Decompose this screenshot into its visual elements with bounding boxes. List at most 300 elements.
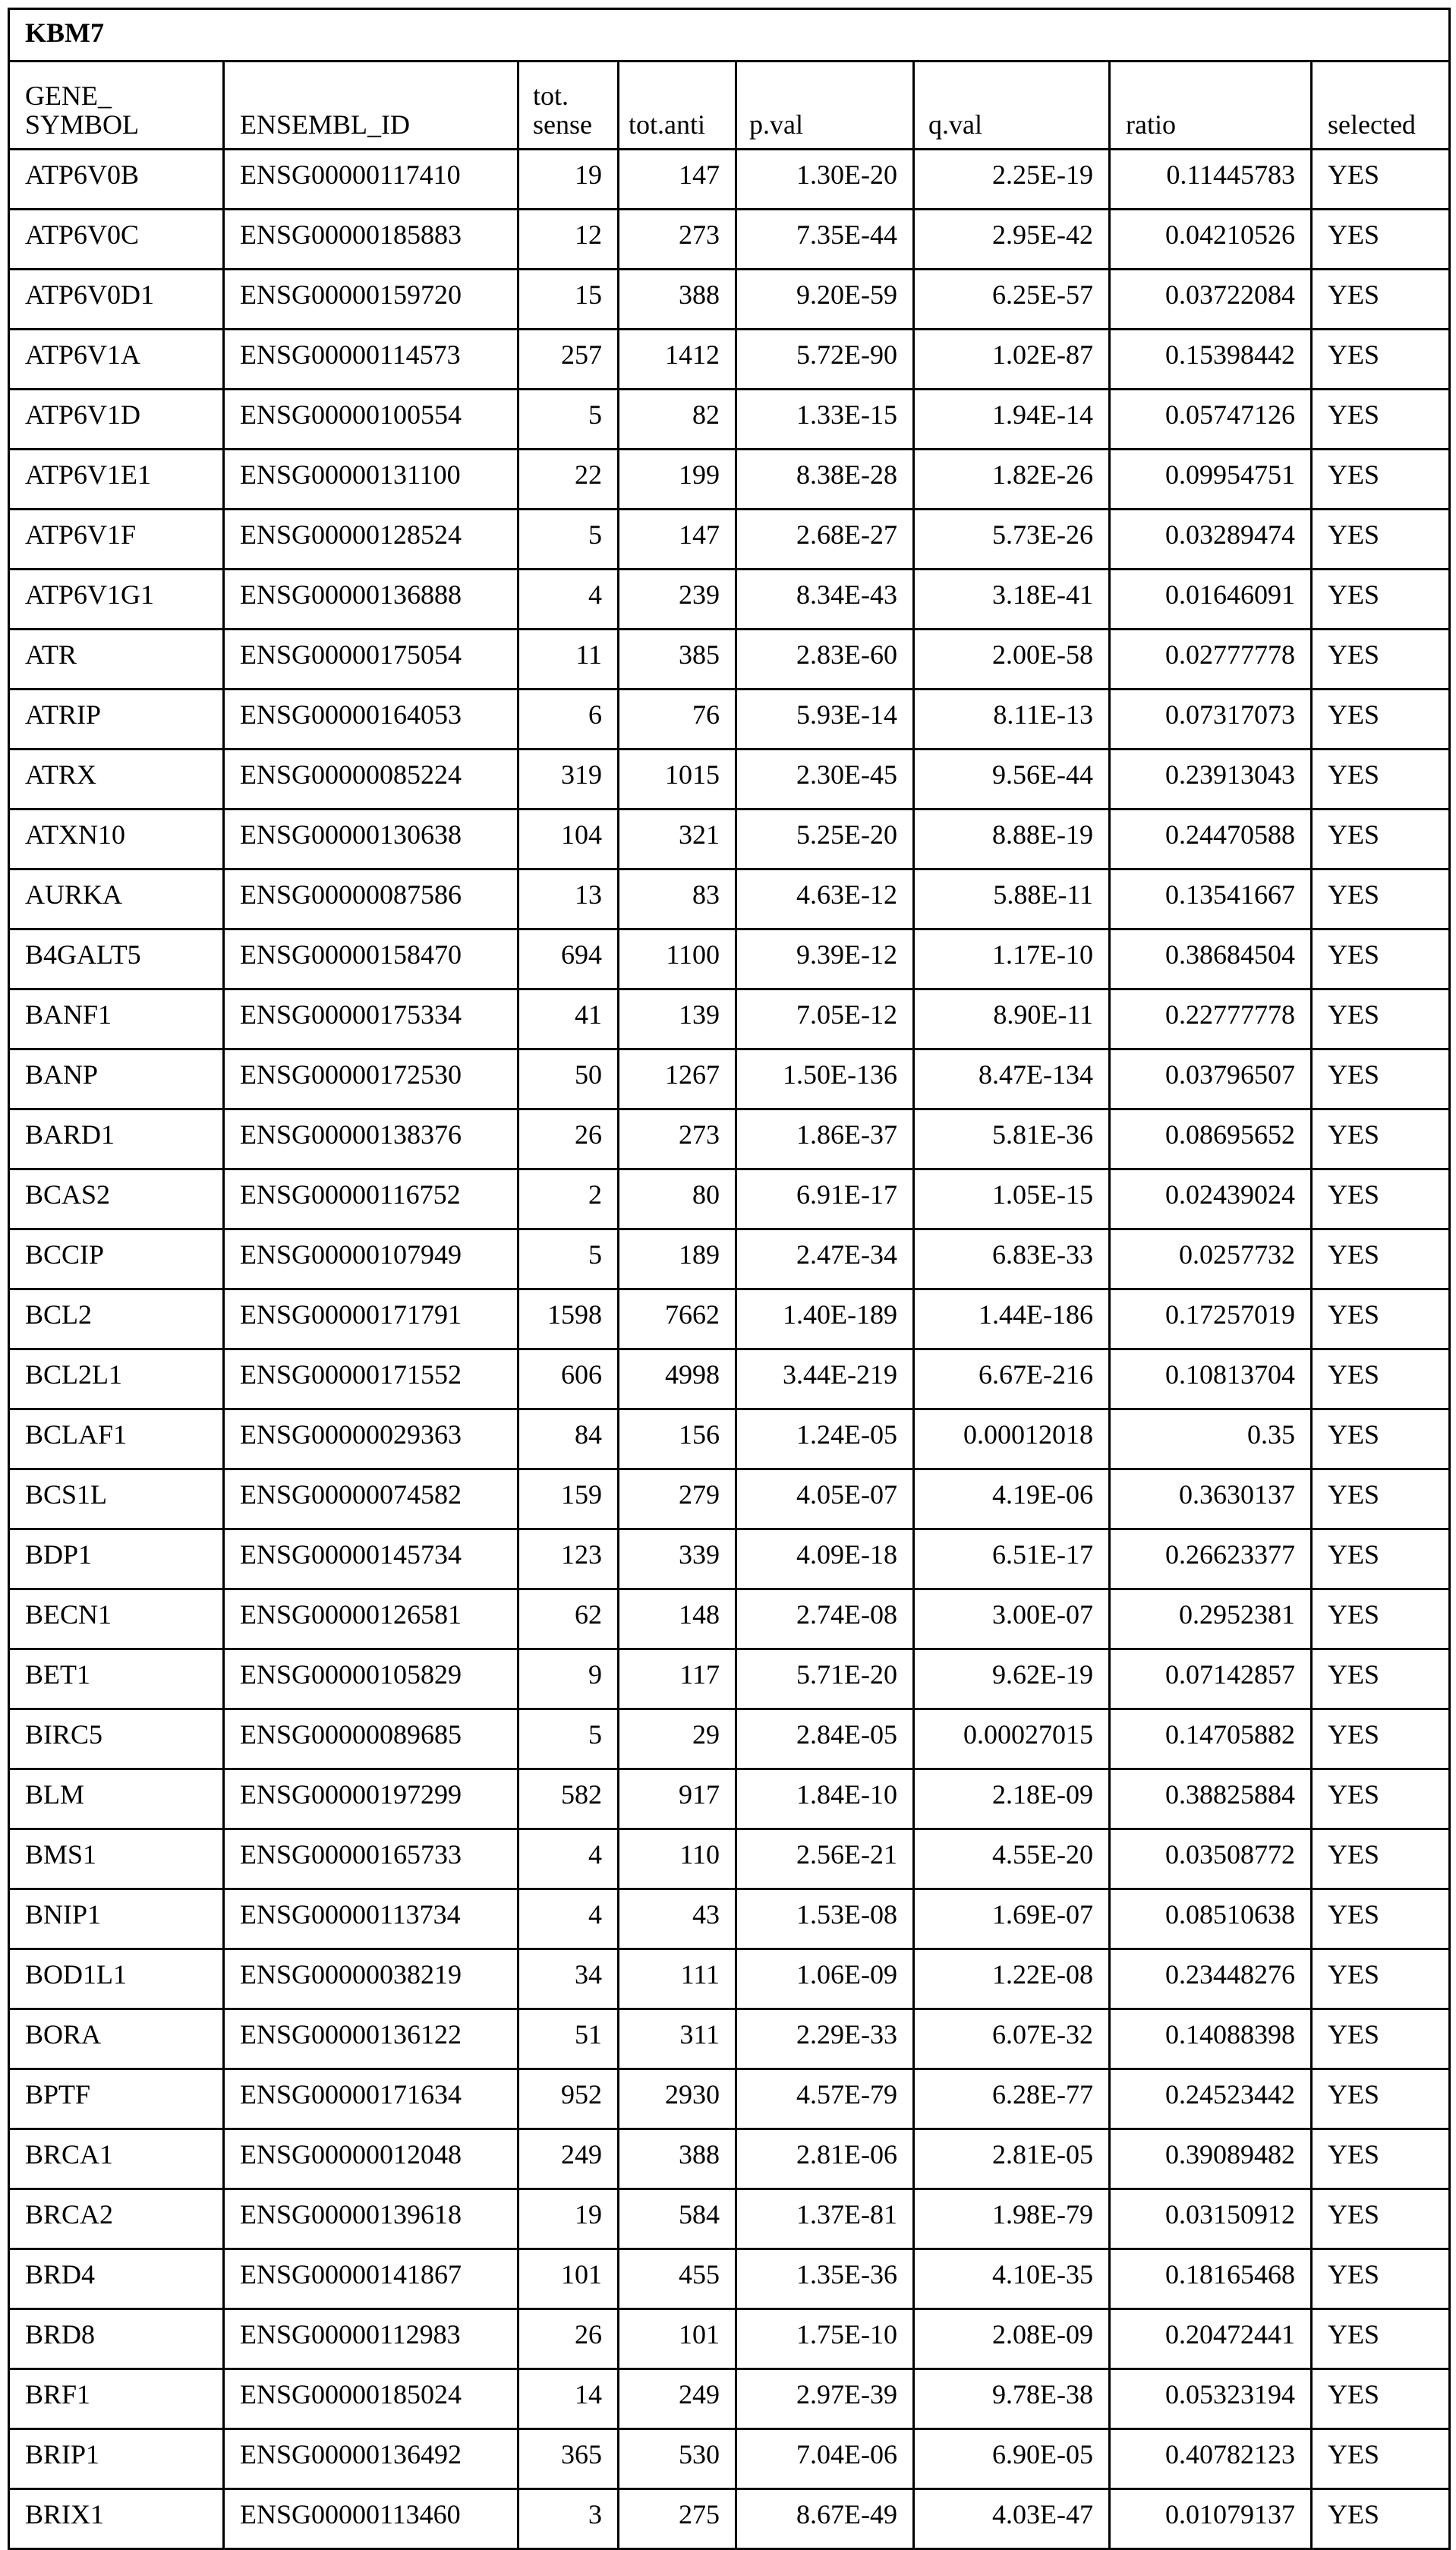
table-row — [9, 1949, 1450, 2009]
cell-p-val: 2.47E-34 — [736, 1229, 914, 1289]
cell-p-val: 9.39E-12 — [736, 929, 914, 989]
cell-gene-symbol: BRIX1 — [9, 2489, 224, 2549]
cell-q-val: 2.25E-19 — [914, 150, 1110, 210]
cell-ratio: 0.2952381 — [1110, 1589, 1312, 1649]
cell-ensembl-id: ENSG00000089685 — [224, 1709, 518, 1769]
cell-ratio: 0.01079137 — [1110, 2489, 1312, 2549]
cell-p-val: 8.38E-28 — [736, 450, 914, 510]
cell-tot-anti: 2930 — [619, 2069, 736, 2129]
cell-tot-sense: 606 — [518, 1349, 619, 1409]
cell-tot-anti: 388 — [619, 270, 736, 330]
cell-q-val: 4.10E-35 — [914, 2249, 1110, 2309]
cell-ratio: 0.18165468 — [1110, 2249, 1312, 2309]
cell-selected: YES — [1312, 929, 1450, 989]
cell-ratio: 0.20472441 — [1110, 2309, 1312, 2369]
table-row — [9, 1709, 1450, 1769]
cell-tot-sense: 12 — [518, 210, 619, 270]
header-q-val: q.val — [914, 62, 1110, 150]
cell-gene-symbol: BANP — [9, 1049, 224, 1109]
cell-tot-sense: 62 — [518, 1589, 619, 1649]
cell-p-val: 1.86E-37 — [736, 1109, 914, 1169]
cell-ensembl-id: ENSG00000139618 — [224, 2189, 518, 2249]
cell-ratio: 0.38825884 — [1110, 1769, 1312, 1829]
cell-gene-symbol: BRF1 — [9, 2369, 224, 2429]
cell-q-val: 3.00E-07 — [914, 1589, 1110, 1649]
cell-ratio: 0.03508772 — [1110, 1829, 1312, 1889]
cell-gene-symbol: BCL2 — [9, 1289, 224, 1349]
cell-tot-anti: 385 — [619, 630, 736, 690]
cell-p-val: 2.83E-60 — [736, 630, 914, 690]
cell-p-val: 1.30E-20 — [736, 150, 914, 210]
cell-selected: YES — [1312, 150, 1450, 210]
cell-q-val: 4.19E-06 — [914, 1469, 1110, 1529]
cell-selected: YES — [1312, 750, 1450, 809]
cell-ratio: 0.26623377 — [1110, 1529, 1312, 1589]
cell-q-val: 4.03E-47 — [914, 2489, 1110, 2549]
table-row — [9, 1529, 1450, 1589]
table-row — [9, 2009, 1450, 2069]
cell-tot-anti: 311 — [619, 2009, 736, 2069]
cell-selected: YES — [1312, 989, 1450, 1049]
cell-p-val: 2.68E-27 — [736, 510, 914, 570]
cell-gene-symbol: BNIP1 — [9, 1889, 224, 1949]
cell-q-val: 2.18E-09 — [914, 1769, 1110, 1829]
cell-tot-sense: 51 — [518, 2009, 619, 2069]
table-row — [9, 330, 1450, 390]
cell-tot-sense: 952 — [518, 2069, 619, 2129]
cell-selected: YES — [1312, 630, 1450, 690]
cell-ensembl-id: ENSG00000138376 — [224, 1109, 518, 1169]
cell-tot-sense: 26 — [518, 2309, 619, 2369]
cell-selected: YES — [1312, 210, 1450, 270]
cell-ensembl-id: ENSG00000175054 — [224, 630, 518, 690]
cell-tot-anti: 530 — [619, 2429, 736, 2489]
cell-ensembl-id: ENSG00000114573 — [224, 330, 518, 390]
cell-tot-anti: 80 — [619, 1169, 736, 1229]
table-row — [9, 1649, 1450, 1709]
cell-tot-sense: 2 — [518, 1169, 619, 1229]
cell-tot-sense: 6 — [518, 690, 619, 750]
cell-gene-symbol: BANF1 — [9, 989, 224, 1049]
table-row — [9, 1829, 1450, 1889]
cell-selected: YES — [1312, 2129, 1450, 2189]
cell-ratio: 0.39089482 — [1110, 2129, 1312, 2189]
cell-tot-anti: 148 — [619, 1589, 736, 1649]
cell-ratio: 0.10813704 — [1110, 1349, 1312, 1409]
cell-q-val: 8.88E-19 — [914, 809, 1110, 869]
cell-gene-symbol: BCAS2 — [9, 1169, 224, 1229]
cell-tot-sense: 5 — [518, 1709, 619, 1769]
cell-q-val: 9.78E-38 — [914, 2369, 1110, 2429]
cell-gene-symbol: BRCA1 — [9, 2129, 224, 2189]
cell-ratio: 0.03289474 — [1110, 510, 1312, 570]
cell-ensembl-id: ENSG00000131100 — [224, 450, 518, 510]
cell-ratio: 0.03150912 — [1110, 2189, 1312, 2249]
cell-gene-symbol: ATP6V1F — [9, 510, 224, 570]
cell-q-val: 8.47E-134 — [914, 1049, 1110, 1109]
cell-tot-sense: 1598 — [518, 1289, 619, 1349]
table-row — [9, 1349, 1450, 1409]
header-selected: selected — [1312, 62, 1450, 150]
table-row — [9, 1889, 1450, 1949]
cell-tot-anti: 156 — [619, 1409, 736, 1469]
cell-selected: YES — [1312, 330, 1450, 390]
table-row — [9, 1049, 1450, 1109]
cell-p-val: 8.67E-49 — [736, 2489, 914, 2549]
cell-selected: YES — [1312, 1049, 1450, 1109]
cell-p-val: 2.84E-05 — [736, 1709, 914, 1769]
cell-tot-sense: 159 — [518, 1469, 619, 1529]
cell-ratio: 0.14705882 — [1110, 1709, 1312, 1769]
cell-q-val: 2.08E-09 — [914, 2309, 1110, 2369]
cell-p-val: 7.35E-44 — [736, 210, 914, 270]
cell-selected: YES — [1312, 1349, 1450, 1409]
table-row — [9, 270, 1450, 330]
cell-gene-symbol: BCLAF1 — [9, 1409, 224, 1469]
cell-ratio: 0.05747126 — [1110, 390, 1312, 450]
cell-tot-anti: 917 — [619, 1769, 736, 1829]
table-title: KBM7 — [9, 9, 1450, 62]
cell-gene-symbol: BRCA2 — [9, 2189, 224, 2249]
cell-p-val: 4.57E-79 — [736, 2069, 914, 2129]
cell-p-val: 2.74E-08 — [736, 1589, 914, 1649]
header-ensembl-id: ENSEMBL_ID — [224, 62, 518, 150]
cell-ratio: 0.07317073 — [1110, 690, 1312, 750]
cell-p-val: 1.06E-09 — [736, 1949, 914, 2009]
cell-selected: YES — [1312, 570, 1450, 630]
cell-ratio: 0.0257732 — [1110, 1229, 1312, 1289]
cell-selected: YES — [1312, 2489, 1450, 2549]
cell-tot-anti: 4998 — [619, 1349, 736, 1409]
cell-ensembl-id: ENSG00000126581 — [224, 1589, 518, 1649]
cell-ensembl-id: ENSG00000171791 — [224, 1289, 518, 1349]
cell-ratio: 0.07142857 — [1110, 1649, 1312, 1709]
cell-ensembl-id: ENSG00000165733 — [224, 1829, 518, 1889]
cell-q-val: 1.98E-79 — [914, 2189, 1110, 2249]
cell-gene-symbol: ATXN10 — [9, 809, 224, 869]
cell-selected: YES — [1312, 1469, 1450, 1529]
table-row — [9, 1109, 1450, 1169]
cell-q-val: 0.00012018 — [914, 1409, 1110, 1469]
cell-selected: YES — [1312, 510, 1450, 570]
table-row — [9, 2069, 1450, 2129]
cell-tot-sense: 5 — [518, 1229, 619, 1289]
table-row — [9, 869, 1450, 929]
cell-tot-anti: 111 — [619, 1949, 736, 2009]
cell-gene-symbol: BRD8 — [9, 2309, 224, 2369]
cell-q-val: 8.90E-11 — [914, 989, 1110, 1049]
cell-q-val: 2.81E-05 — [914, 2129, 1110, 2189]
cell-ratio: 0.03722084 — [1110, 270, 1312, 330]
cell-p-val: 4.63E-12 — [736, 869, 914, 929]
cell-p-val: 2.29E-33 — [736, 2009, 914, 2069]
cell-tot-sense: 694 — [518, 929, 619, 989]
header-gene-symbol: GENE_ SYMBOL — [9, 62, 224, 150]
cell-tot-sense: 3 — [518, 2489, 619, 2549]
cell-tot-sense: 11 — [518, 630, 619, 690]
cell-p-val: 1.35E-36 — [736, 2249, 914, 2309]
cell-selected: YES — [1312, 1289, 1450, 1349]
cell-tot-anti: 83 — [619, 869, 736, 929]
cell-ensembl-id: ENSG00000171634 — [224, 2069, 518, 2129]
cell-ensembl-id: ENSG00000171552 — [224, 1349, 518, 1409]
cell-tot-sense: 26 — [518, 1109, 619, 1169]
header-p-val: p.val — [736, 62, 914, 150]
cell-selected: YES — [1312, 2189, 1450, 2249]
header-tot-anti: tot.anti — [619, 62, 736, 150]
cell-ensembl-id: ENSG00000158470 — [224, 929, 518, 989]
cell-p-val: 5.72E-90 — [736, 330, 914, 390]
table-row — [9, 630, 1450, 690]
cell-gene-symbol: ATP6V1G1 — [9, 570, 224, 630]
cell-selected: YES — [1312, 2069, 1450, 2129]
cell-selected: YES — [1312, 1589, 1450, 1649]
cell-q-val: 6.83E-33 — [914, 1229, 1110, 1289]
cell-p-val: 6.91E-17 — [736, 1169, 914, 1229]
table-row — [9, 1289, 1450, 1349]
table-row — [9, 390, 1450, 450]
cell-ratio: 0.23913043 — [1110, 750, 1312, 809]
cell-selected: YES — [1312, 1529, 1450, 1589]
cell-selected: YES — [1312, 869, 1450, 929]
cell-p-val: 1.37E-81 — [736, 2189, 914, 2249]
cell-p-val: 5.71E-20 — [736, 1649, 914, 1709]
cell-q-val: 6.51E-17 — [914, 1529, 1110, 1589]
cell-ensembl-id: ENSG00000087586 — [224, 869, 518, 929]
cell-q-val: 9.56E-44 — [914, 750, 1110, 809]
cell-q-val: 1.02E-87 — [914, 330, 1110, 390]
cell-gene-symbol: AURKA — [9, 869, 224, 929]
cell-ensembl-id: ENSG00000136492 — [224, 2429, 518, 2489]
cell-tot-anti: 1015 — [619, 750, 736, 809]
cell-q-val: 1.44E-186 — [914, 1289, 1110, 1349]
cell-ensembl-id: ENSG00000128524 — [224, 510, 518, 570]
cell-ensembl-id: ENSG00000136888 — [224, 570, 518, 630]
cell-q-val: 6.28E-77 — [914, 2069, 1110, 2129]
cell-tot-anti: 279 — [619, 1469, 736, 1529]
cell-ensembl-id: ENSG00000164053 — [224, 690, 518, 750]
cell-tot-sense: 9 — [518, 1649, 619, 1709]
cell-ratio: 0.14088398 — [1110, 2009, 1312, 2069]
cell-ensembl-id: ENSG00000116752 — [224, 1169, 518, 1229]
cell-selected: YES — [1312, 1409, 1450, 1469]
cell-gene-symbol: ATR — [9, 630, 224, 690]
cell-tot-anti: 29 — [619, 1709, 736, 1769]
cell-tot-sense: 84 — [518, 1409, 619, 1469]
cell-tot-anti: 7662 — [619, 1289, 736, 1349]
cell-tot-anti: 273 — [619, 1109, 736, 1169]
cell-ensembl-id: ENSG00000029363 — [224, 1409, 518, 1469]
cell-q-val: 0.00027015 — [914, 1709, 1110, 1769]
cell-ratio: 0.22777778 — [1110, 989, 1312, 1049]
cell-selected: YES — [1312, 1829, 1450, 1889]
cell-selected: YES — [1312, 270, 1450, 330]
cell-tot-anti: 82 — [619, 390, 736, 450]
cell-tot-sense: 15 — [518, 270, 619, 330]
cell-selected: YES — [1312, 1649, 1450, 1709]
cell-gene-symbol: ATRIP — [9, 690, 224, 750]
cell-gene-symbol: BRIP1 — [9, 2429, 224, 2489]
cell-ensembl-id: ENSG00000100554 — [224, 390, 518, 450]
cell-tot-anti: 147 — [619, 150, 736, 210]
cell-gene-symbol: ATP6V1E1 — [9, 450, 224, 510]
cell-p-val: 2.81E-06 — [736, 2129, 914, 2189]
table-row — [9, 989, 1450, 1049]
cell-ratio: 0.11445783 — [1110, 150, 1312, 210]
cell-gene-symbol: BPTF — [9, 2069, 224, 2129]
cell-gene-symbol: ATP6V0C — [9, 210, 224, 270]
cell-selected: YES — [1312, 1229, 1450, 1289]
table-row — [9, 450, 1450, 510]
cell-gene-symbol: BRD4 — [9, 2249, 224, 2309]
cell-tot-anti: 147 — [619, 510, 736, 570]
cell-ratio: 0.08695652 — [1110, 1109, 1312, 1169]
cell-selected: YES — [1312, 2429, 1450, 2489]
cell-q-val: 5.88E-11 — [914, 869, 1110, 929]
cell-gene-symbol: ATP6V1D — [9, 390, 224, 450]
cell-tot-anti: 189 — [619, 1229, 736, 1289]
cell-tot-anti: 199 — [619, 450, 736, 510]
cell-gene-symbol: B4GALT5 — [9, 929, 224, 989]
cell-q-val: 5.73E-26 — [914, 510, 1110, 570]
cell-tot-anti: 275 — [619, 2489, 736, 2549]
cell-p-val: 1.24E-05 — [736, 1409, 914, 1469]
cell-tot-sense: 50 — [518, 1049, 619, 1109]
cell-p-val: 1.84E-10 — [736, 1769, 914, 1829]
cell-q-val: 2.95E-42 — [914, 210, 1110, 270]
cell-ensembl-id: ENSG00000197299 — [224, 1769, 518, 1829]
cell-tot-sense: 319 — [518, 750, 619, 809]
cell-selected: YES — [1312, 2369, 1450, 2429]
cell-tot-anti: 584 — [619, 2189, 736, 2249]
cell-p-val: 4.05E-07 — [736, 1469, 914, 1529]
table-row — [9, 2129, 1450, 2189]
cell-p-val: 2.30E-45 — [736, 750, 914, 809]
cell-selected: YES — [1312, 690, 1450, 750]
table-row — [9, 2189, 1450, 2249]
table-row — [9, 750, 1450, 809]
cell-ratio: 0.17257019 — [1110, 1289, 1312, 1349]
cell-q-val: 1.69E-07 — [914, 1889, 1110, 1949]
cell-gene-symbol: BOD1L1 — [9, 1949, 224, 2009]
cell-p-val: 1.75E-10 — [736, 2309, 914, 2369]
table-row — [9, 690, 1450, 750]
table-row — [9, 929, 1450, 989]
cell-ratio: 0.24523442 — [1110, 2069, 1312, 2129]
cell-ensembl-id: ENSG00000112983 — [224, 2309, 518, 2369]
cell-gene-symbol: ATRX — [9, 750, 224, 809]
cell-ensembl-id: ENSG00000175334 — [224, 989, 518, 1049]
cell-ratio: 0.35 — [1110, 1409, 1312, 1469]
cell-gene-symbol: BCL2L1 — [9, 1349, 224, 1409]
cell-tot-anti: 455 — [619, 2249, 736, 2309]
cell-p-val: 4.09E-18 — [736, 1529, 914, 1589]
cell-ensembl-id: ENSG00000113734 — [224, 1889, 518, 1949]
table-row — [9, 2369, 1450, 2429]
cell-q-val: 9.62E-19 — [914, 1649, 1110, 1709]
table-row — [9, 210, 1450, 270]
cell-tot-anti: 1267 — [619, 1049, 736, 1109]
cell-ratio: 0.08510638 — [1110, 1889, 1312, 1949]
cell-ratio: 0.09954751 — [1110, 450, 1312, 510]
cell-tot-anti: 43 — [619, 1889, 736, 1949]
cell-ratio: 0.40782123 — [1110, 2429, 1312, 2489]
cell-p-val: 2.56E-21 — [736, 1829, 914, 1889]
cell-p-val: 2.97E-39 — [736, 2369, 914, 2429]
cell-selected: YES — [1312, 2009, 1450, 2069]
cell-q-val: 1.82E-26 — [914, 450, 1110, 510]
table-row — [9, 1409, 1450, 1469]
cell-selected: YES — [1312, 1889, 1450, 1949]
cell-tot-sense: 5 — [518, 390, 619, 450]
cell-tot-anti: 249 — [619, 2369, 736, 2429]
cell-selected: YES — [1312, 2309, 1450, 2369]
cell-selected: YES — [1312, 1769, 1450, 1829]
cell-ensembl-id: ENSG00000185883 — [224, 210, 518, 270]
cell-tot-anti: 388 — [619, 2129, 736, 2189]
cell-tot-anti: 1100 — [619, 929, 736, 989]
cell-q-val: 6.90E-05 — [914, 2429, 1110, 2489]
cell-tot-sense: 4 — [518, 570, 619, 630]
cell-ensembl-id: ENSG00000136122 — [224, 2009, 518, 2069]
cell-ensembl-id: ENSG00000159720 — [224, 270, 518, 330]
cell-tot-anti: 117 — [619, 1649, 736, 1709]
table-row — [9, 2309, 1450, 2369]
cell-p-val: 3.44E-219 — [736, 1349, 914, 1409]
cell-gene-symbol: BLM — [9, 1769, 224, 1829]
table-row — [9, 1169, 1450, 1229]
cell-tot-sense: 13 — [518, 869, 619, 929]
cell-p-val: 5.93E-14 — [736, 690, 914, 750]
cell-tot-sense: 4 — [518, 1889, 619, 1949]
cell-ensembl-id: ENSG00000012048 — [224, 2129, 518, 2189]
cell-tot-sense: 257 — [518, 330, 619, 390]
cell-selected: YES — [1312, 1169, 1450, 1229]
cell-p-val: 7.04E-06 — [736, 2429, 914, 2489]
cell-ensembl-id: ENSG00000172530 — [224, 1049, 518, 1109]
cell-gene-symbol: BCS1L — [9, 1469, 224, 1529]
cell-tot-sense: 19 — [518, 150, 619, 210]
cell-tot-sense: 22 — [518, 450, 619, 510]
cell-tot-anti: 110 — [619, 1829, 736, 1889]
cell-ratio: 0.02439024 — [1110, 1169, 1312, 1229]
table-row — [9, 1769, 1450, 1829]
cell-ensembl-id: ENSG00000107949 — [224, 1229, 518, 1289]
cell-tot-sense: 5 — [518, 510, 619, 570]
cell-ratio: 0.03796507 — [1110, 1049, 1312, 1109]
cell-p-val: 9.20E-59 — [736, 270, 914, 330]
cell-ensembl-id: ENSG00000105829 — [224, 1649, 518, 1709]
cell-p-val: 7.05E-12 — [736, 989, 914, 1049]
cell-gene-symbol: BIRC5 — [9, 1709, 224, 1769]
cell-ensembl-id: ENSG00000113460 — [224, 2489, 518, 2549]
cell-selected: YES — [1312, 809, 1450, 869]
cell-tot-sense: 365 — [518, 2429, 619, 2489]
cell-tot-anti: 339 — [619, 1529, 736, 1589]
cell-p-val: 1.40E-189 — [736, 1289, 914, 1349]
cell-q-val: 6.67E-216 — [914, 1349, 1110, 1409]
cell-q-val: 3.18E-41 — [914, 570, 1110, 630]
cell-q-val: 8.11E-13 — [914, 690, 1110, 750]
cell-selected: YES — [1312, 390, 1450, 450]
cell-q-val: 6.07E-32 — [914, 2009, 1110, 2069]
cell-tot-anti: 273 — [619, 210, 736, 270]
kbm7-gene-table — [8, 8, 1451, 2550]
cell-gene-symbol: BDP1 — [9, 1529, 224, 1589]
cell-ratio: 0.13541667 — [1110, 869, 1312, 929]
table-row — [9, 1589, 1450, 1649]
cell-tot-sense: 34 — [518, 1949, 619, 2009]
